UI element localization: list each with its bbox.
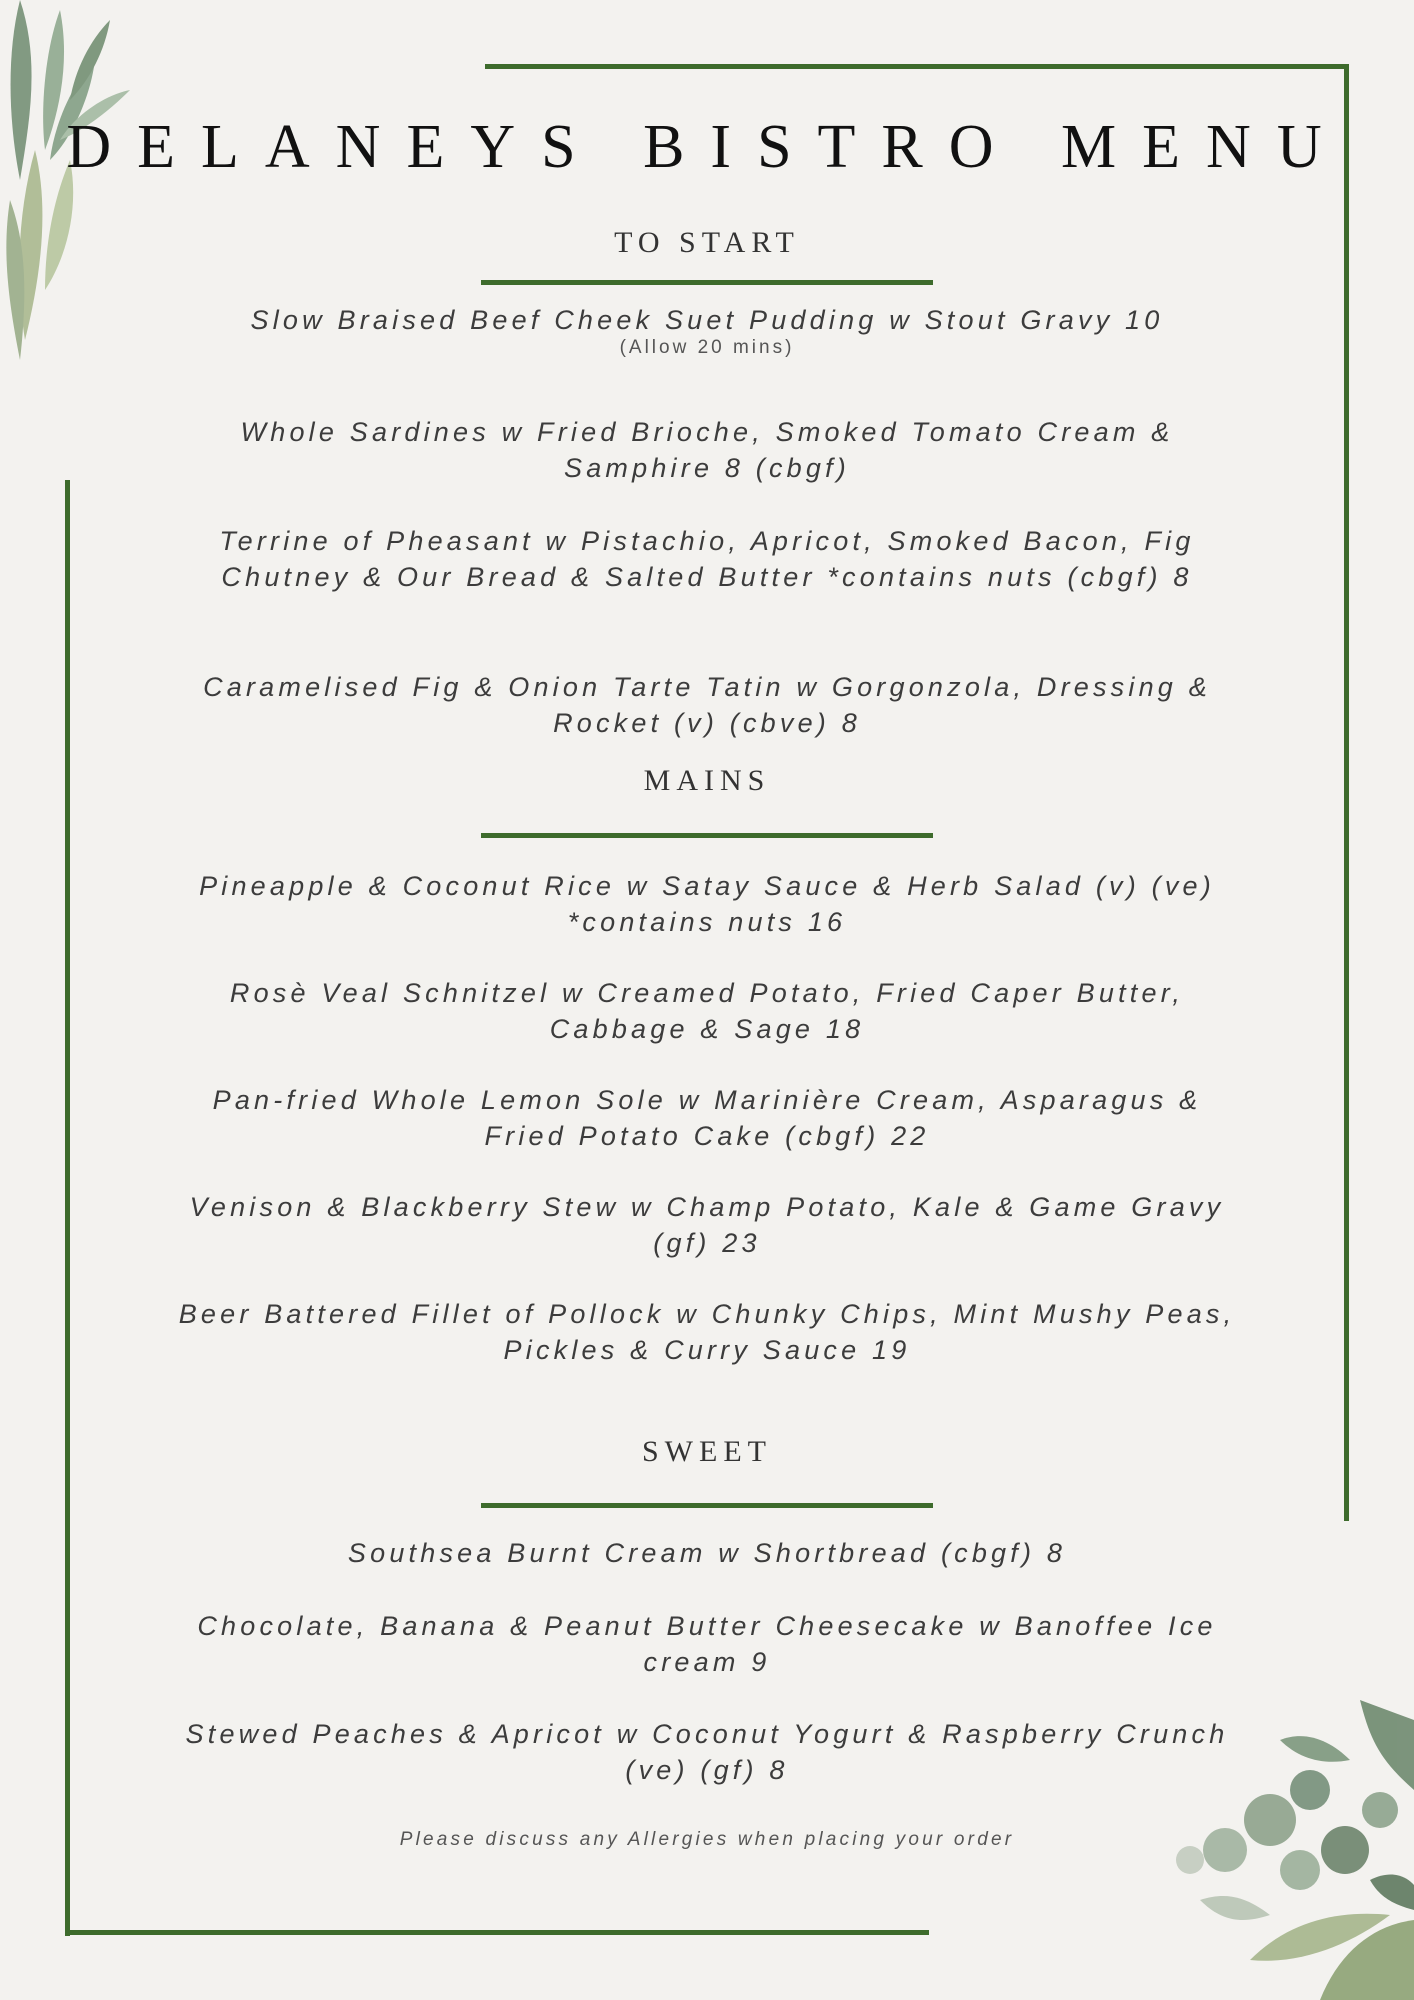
- prep-time-note: (Allow 20 mins): [619, 337, 795, 358]
- menu-item-veal-schnitzel: Rosè Veal Schnitzel w Creamed Potato, Fried Caper Butter, Cabbage & Sage 18: [229, 978, 1185, 1044]
- menu-item-beef-cheek: Slow Braised Beef Cheek Suet Pudding w Stout Gravy 10: [250, 305, 1164, 335]
- section-heading-start: TO START: [614, 226, 800, 259]
- menu-item-terrine: Terrine of Pheasant w Pistachio, Apricot, Smoked Bacon, Fig Chutney & Our Bread & Salted Butter *contains nuts (cbgf) 8: [219, 526, 1195, 592]
- menu-item-stewed-peaches: Stewed Peaches & Apricot w Coconut Yogurt & Raspberry Crunch (ve) (gf) 8: [185, 1719, 1229, 1785]
- menu-title: DELANEYS BISTRO MENU: [66, 113, 1348, 181]
- menu-item-pineapple-rice: Pineapple & Coconut Rice w Satay Sauce & Herb Salad (v) (ve) *contains nuts 16: [199, 871, 1215, 937]
- leaves-top-left-icon: [0, 0, 150, 370]
- menu-item-cheesecake: Chocolate, Banana & Peanut Butter Cheesecake w Banoffee Ice cream 9: [197, 1611, 1217, 1677]
- menu-item-sardines: Whole Sardines w Fried Brioche, Smoked Tomato Cream & Samphire 8 (cbgf): [240, 417, 1174, 483]
- menu-item-tarte-tatin: Caramelised Fig & Onion Tarte Tatin w Gorgonzola, Dressing & Rocket (v) (cbve) 8: [203, 672, 1211, 738]
- frame-bottom-line: [65, 1930, 929, 1935]
- section-heading-mains: MAINS: [643, 764, 771, 797]
- frame-left-line: [65, 480, 70, 1936]
- divider-sweet: [481, 1503, 933, 1508]
- section-heading-sweet: SWEET: [642, 1435, 772, 1468]
- menu-item-venison-stew: Venison & Blackberry Stew w Champ Potato, Kale & Game Gravy (gf) 23: [189, 1192, 1225, 1258]
- frame-top-line: [485, 64, 1349, 69]
- menu-item-lemon-sole: Pan-fried Whole Lemon Sole w Marinière Cream, Asparagus & Fried Potato Cake (cbgf) 22: [212, 1085, 1202, 1151]
- menu-item-pollock: Beer Battered Fillet of Pollock w Chunky Chips, Mint Mushy Peas, Pickles & Curry Sauce 19: [178, 1299, 1236, 1365]
- divider-start: [481, 280, 933, 285]
- menu-item-burnt-cream: Southsea Burnt Cream w Shortbread (cbgf) 8: [347, 1538, 1067, 1568]
- divider-mains: [481, 833, 933, 838]
- allergy-note: Please discuss any Allergies when placing your order: [399, 1829, 1015, 1850]
